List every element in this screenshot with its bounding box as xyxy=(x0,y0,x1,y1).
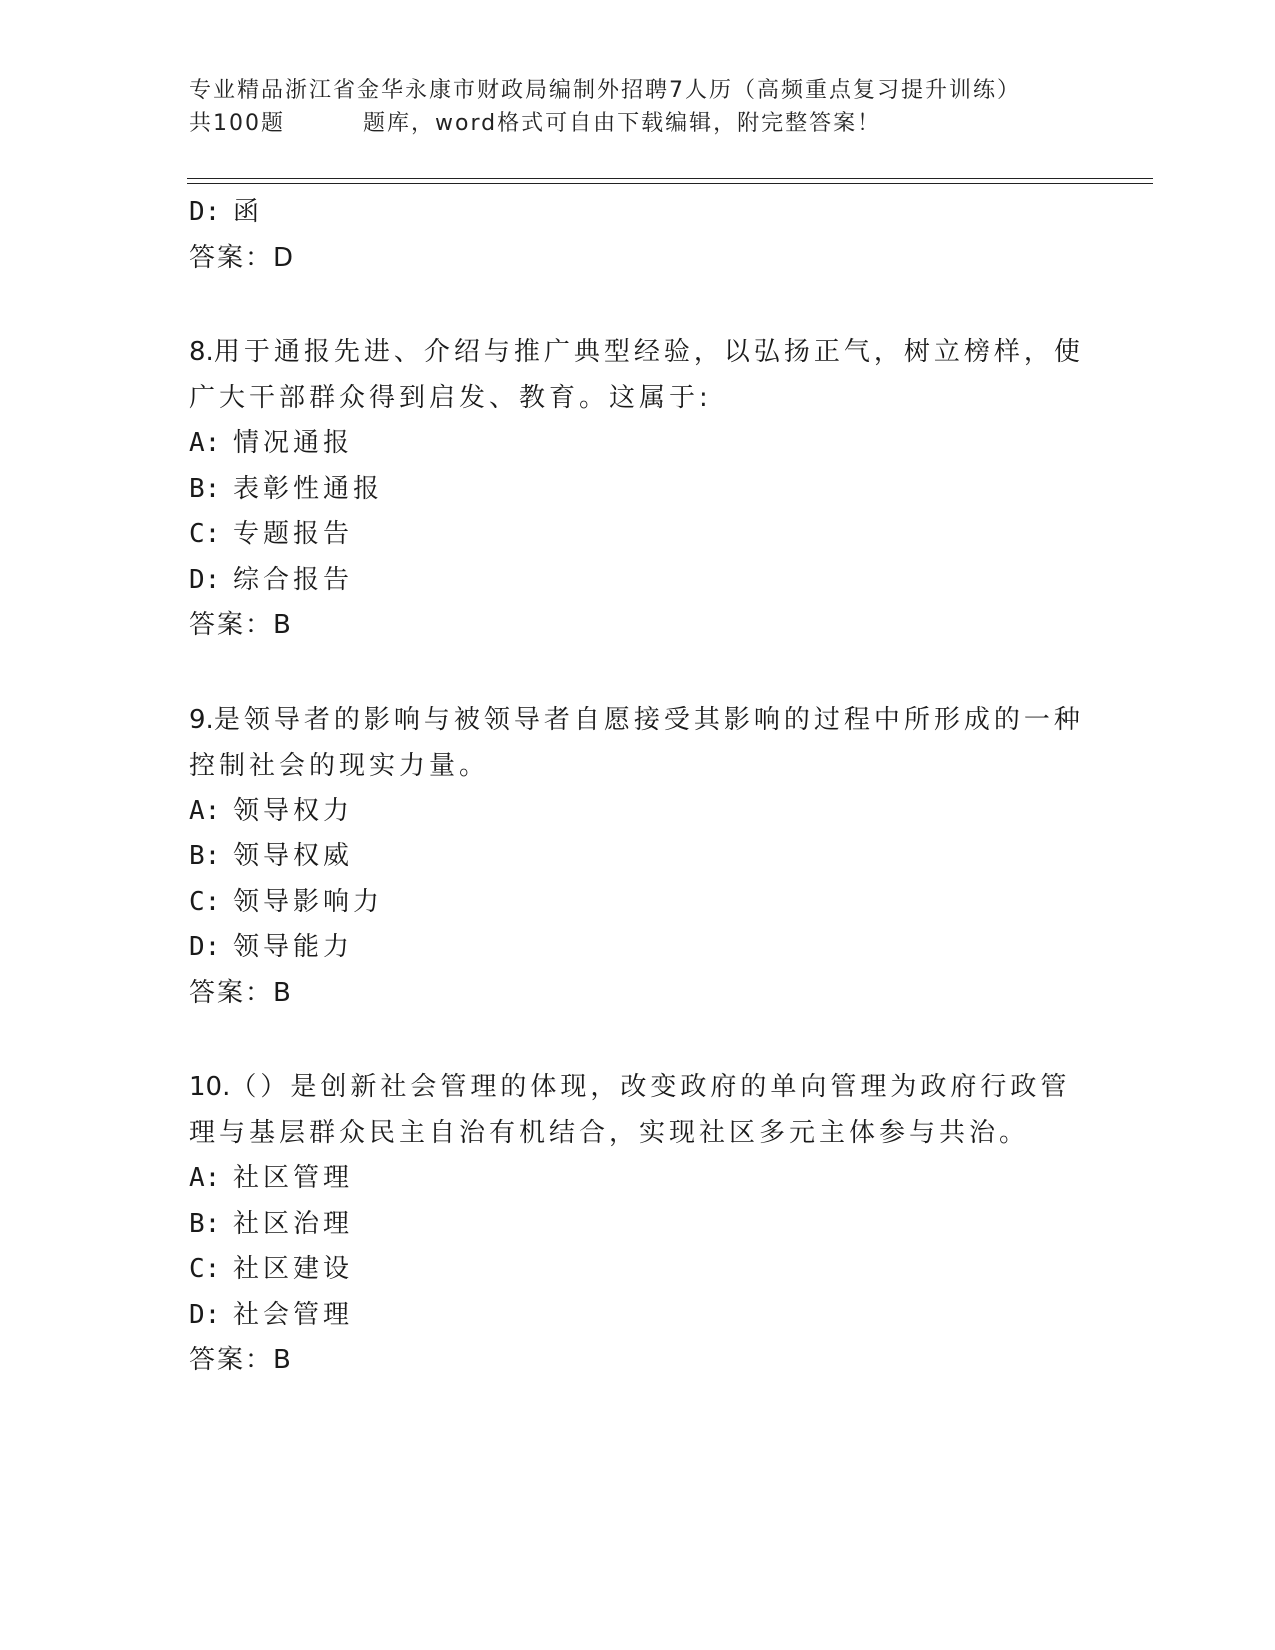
question-text: 是领导者的影响与被领导者自愿接受其影响的过程中所形成的一种控制社会的现实力量。 xyxy=(189,704,1084,781)
option-text: 领导能力 xyxy=(233,932,354,962)
option-a xyxy=(189,421,1089,467)
option-key: C: xyxy=(189,886,221,917)
option-text: 领导权力 xyxy=(233,795,354,826)
answer-line: 答案：B xyxy=(189,977,293,1008)
header-title-line2 xyxy=(189,107,1089,140)
option-text: 函 xyxy=(233,197,264,227)
option-text: 专题报告 xyxy=(233,519,354,549)
option-key: C: xyxy=(189,519,221,549)
option-key: B: xyxy=(189,1208,221,1239)
option-b xyxy=(189,834,1089,880)
header-question-count: 共100题 xyxy=(189,111,285,136)
option-key: B: xyxy=(189,841,221,871)
option-d xyxy=(189,558,1089,604)
option-key: C: xyxy=(189,1254,221,1284)
page-header xyxy=(189,74,1089,140)
option-text: 社会管理 xyxy=(233,1299,354,1330)
option-text: 综合报告 xyxy=(233,564,354,595)
option-text: 表彰性通报 xyxy=(233,473,384,504)
question-stem xyxy=(189,329,1089,421)
question-item xyxy=(189,329,1089,649)
header-format-note: 题库，word格式可自由下载编辑，附完整答案！ xyxy=(363,111,882,136)
option-c xyxy=(189,512,1089,558)
carryover-answer: 答案：D xyxy=(189,242,296,273)
question-text: 用于通报先进、介绍与推广典型经验，以弘扬正气，树立榜样，使广大干部群众得到启发、教育。这属于: xyxy=(189,337,1084,413)
question-number: 9. xyxy=(189,704,214,735)
option-key: A: xyxy=(189,428,221,458)
option-c xyxy=(189,880,1089,926)
option-a xyxy=(189,1156,1089,1202)
question-number: 8. xyxy=(189,337,214,367)
option-key: B: xyxy=(189,473,221,504)
option-key: A: xyxy=(189,795,221,826)
header-divider-top xyxy=(187,178,1153,179)
question-list xyxy=(189,190,1089,1384)
option-text: 情况通报 xyxy=(233,428,354,458)
option-key: D: xyxy=(189,1299,221,1330)
question-item xyxy=(189,1064,1089,1384)
option-text: 社区建设 xyxy=(233,1254,354,1284)
option-key: D: xyxy=(189,932,221,962)
question-stem xyxy=(189,697,1089,789)
option-text: 领导权威 xyxy=(233,841,354,871)
option-a xyxy=(189,789,1089,835)
question-number: 10. xyxy=(189,1072,231,1102)
question-stem xyxy=(189,1064,1089,1156)
option-b xyxy=(189,1202,1089,1248)
question-text: （）是创新社会管理的体现，改变政府的单向管理为政府行政管理与基层群众民主自治有机结合，实现社区多元主体参与共治。 xyxy=(189,1072,1071,1148)
option-key: D: xyxy=(189,197,221,227)
option-d xyxy=(189,1293,1089,1339)
option-text: 社区治理 xyxy=(233,1208,354,1239)
answer-line: 答案：B xyxy=(189,610,293,640)
carryover-option-d xyxy=(189,190,1089,236)
option-d xyxy=(189,925,1089,971)
option-text: 社区管理 xyxy=(233,1163,354,1193)
answer-line: 答案：B xyxy=(189,1345,293,1375)
option-key: D: xyxy=(189,564,221,595)
header-title-line1: 专业精品浙江省金华永康市财政局编制外招聘7人历（高频重点复习提升训练） xyxy=(189,78,1021,103)
header-divider-bottom xyxy=(187,183,1153,184)
option-c xyxy=(189,1247,1089,1293)
option-text: 领导影响力 xyxy=(233,886,384,917)
question-item xyxy=(189,697,1089,1017)
option-b xyxy=(189,467,1089,513)
option-key: A: xyxy=(189,1163,221,1193)
